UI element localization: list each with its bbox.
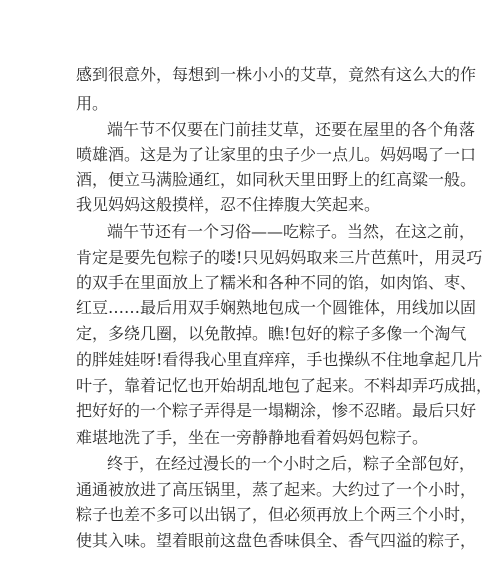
text-line: 定，多绕几圈，以免散掉。瞧!包好的粽子多像一个淘气: [76, 324, 467, 343]
text-line: 终于，在经过漫长的一个小时之后，粽子全部包好，: [107, 454, 476, 473]
text-line: 使其入味。望着眼前这盘色香味俱全、香气四溢的粽子，: [76, 531, 477, 550]
text-line: 酒，便立马满脸通红，如同秋天里田野上的红高粱一般。: [76, 170, 477, 189]
text-line: 端午节还有一个习俗——吃粽子。当然，在这之前，: [107, 222, 476, 241]
text-line: 难堪地洗了手，坐在一旁静静地看着妈妈包粽子。: [76, 428, 429, 447]
text-line: 叶子，靠着记忆也开始胡乱地包了起来。不料却弄巧成拙，: [76, 376, 493, 395]
text-line: 把好好的一个粽子弄得是一塌糊涂，惨不忍睹。最后只好: [76, 401, 477, 420]
text-line: 我见妈妈这般摸样，忍不住捧腹大笑起来。: [76, 195, 381, 214]
text-line: 用。: [76, 94, 109, 113]
text-line: 的双手在里面放上了糯米和各种不同的馅，如肉馅、枣、: [76, 273, 477, 292]
text-line: 肯定是要先包粽子的喽!只见妈妈取来三片芭蕉叶，用灵巧: [76, 248, 483, 267]
text-line: 喷雄酒。这是为了让家里的虫子少一点儿。妈妈喝了一口: [76, 145, 477, 164]
text-line: 感到很意外，每想到一株小小的艾草，竟然有这么大的作: [76, 65, 477, 84]
text-line: 的胖娃娃呀!看得我心里直痒痒，手也操纵不住地拿起几片: [76, 350, 483, 369]
text-line: 红豆……最后用双手娴熟地包成一个圆锥体，用线加以固: [76, 298, 477, 317]
text-line: 端午节不仅要在门前挂艾草，还要在屋里的各个角落: [107, 120, 476, 139]
text-line: 通通被放进了高压锅里，蒸了起来。大约过了一个小时，: [76, 480, 477, 499]
text-line: 粽子也差不多可以出锅了，但必须再放上个两三个小时，: [76, 505, 477, 524]
